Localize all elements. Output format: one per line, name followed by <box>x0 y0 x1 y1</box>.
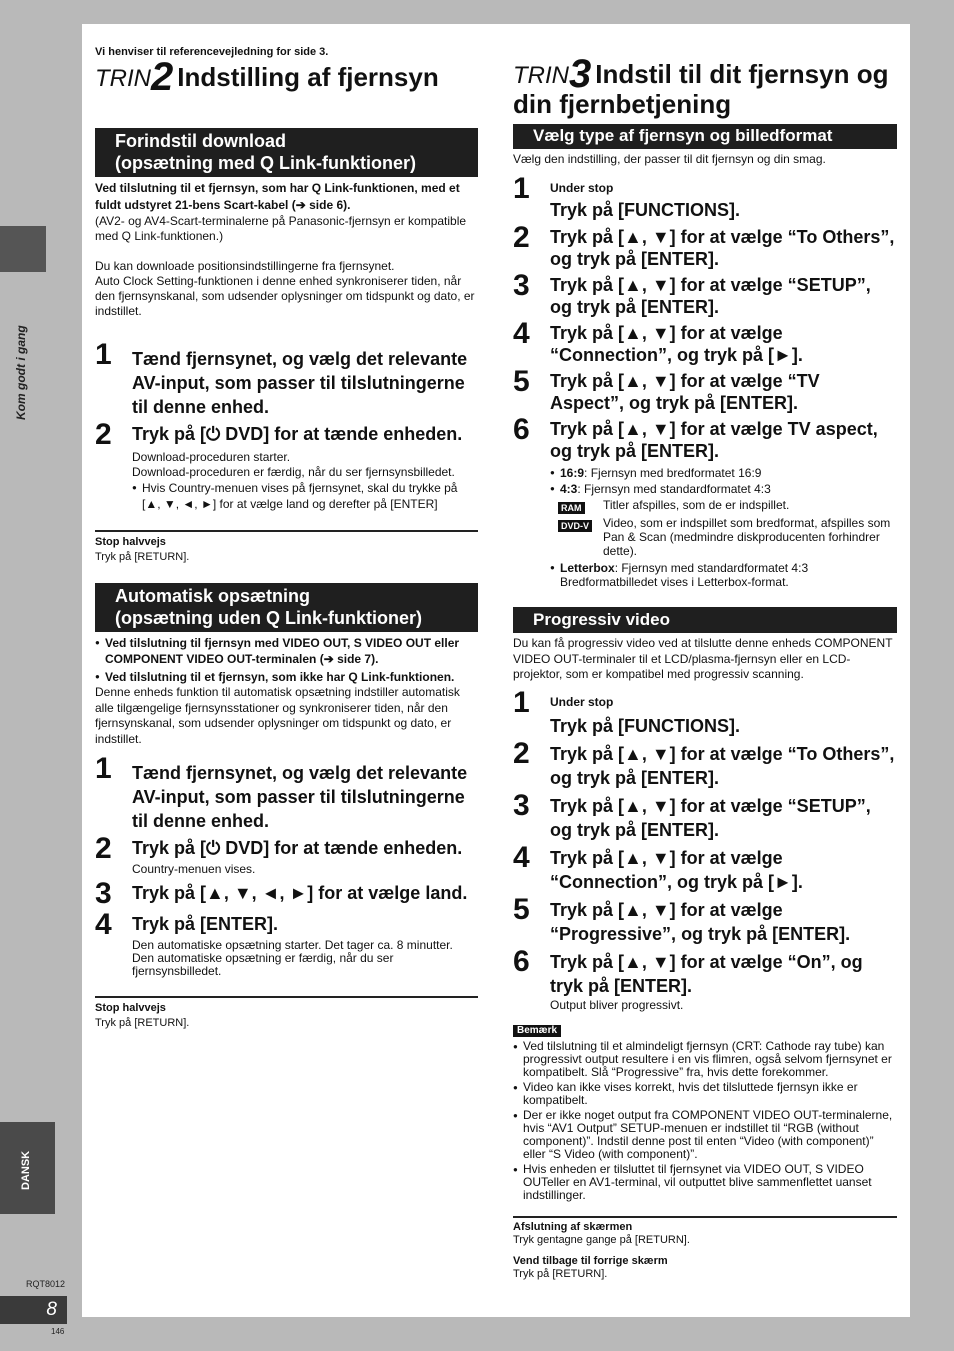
exit-screen-heading: Afslutning af skærmen <box>513 1220 633 1233</box>
note-item: ● Video kan ikke vises korrekt, hvis det tilsluttede fjernsyn ikke er kompatibelt. <box>513 1081 897 1107</box>
download-step-1: 1 Tænd fjernsynet, og vælg det relevante AV-input, som passer til tilslutningerne til denne enhed. <box>95 338 468 417</box>
language-tab: DANSK <box>0 1122 55 1214</box>
section-heading-download: Forindstil download (opsætning med Q Link-funktioner) <box>95 128 478 177</box>
back-screen-text: Tryk på [RETURN]. <box>513 1267 608 1280</box>
tv-step-4: 4 Tryk på [▲, ▼] for at vælge “Connection”, og tryk på [►]. <box>513 317 803 365</box>
back-screen-heading: Vend tilbage til forrige skærm <box>513 1254 668 1267</box>
page-number-box <box>0 1296 67 1324</box>
stop-text: Tryk på [RETURN]. <box>95 551 190 563</box>
page-sub-number: 146 <box>51 1327 65 1336</box>
note-tag: Bemærk <box>513 1025 561 1037</box>
section-tab-marker <box>0 226 46 272</box>
section-heading-auto-setup: Automatisk opsætning (opsætning uden Q Link-funktioner) <box>95 583 478 632</box>
tv-step-5: 5 Tryk på [▲, ▼] for at vælge “TV Aspect”, og tryk på [ENTER]. <box>513 365 820 413</box>
ram-tag: RAM <box>558 502 585 514</box>
step-title-3-line2: din fjernbetjening <box>513 89 732 119</box>
stop-text: Tryk på [RETURN]. <box>95 1017 190 1029</box>
tv-step-6: 6 Tryk på [▲, ▼] for at vælge TV aspect, og tryk på [ENTER]. <box>513 413 878 461</box>
dvdv-note: DVD-V Video, som er indspillet som bredformat, afspilles som Pan & Scan (medmindre diskproducenten forhindrer dette). <box>558 516 897 558</box>
aspect-option-169: ● 16:9: Fjernsyn med bredformatet 16:9 <box>550 466 897 480</box>
prog-step-5: 5 Tryk på [▲, ▼] for at vælge “Progressive”, og tryk på [ENTER]. <box>513 892 851 944</box>
qlink-connection-note: Ved tilslutning til et fjernsyn, som har Q Link-funktionen, med et fuldt udstyret 21-bens Scart-kabel (➔ side 6). <box>95 181 460 212</box>
prog-step-1: 1 Under stop Tryk på [FUNCTIONS]. <box>513 685 741 736</box>
tv-step-1: 1 Under stop Tryk på [FUNCTIONS]. <box>513 172 741 220</box>
dvdv-tag: DVD-V <box>558 520 592 532</box>
right-column <box>513 52 897 1281</box>
step-title-3: TRIN3 Indstil til dit fjernsyn og <box>513 52 889 96</box>
prog-step-2: 2 Tryk på [▲, ▼] for at vælge “To Others”, og tryk på [ENTER]. <box>513 736 895 788</box>
note-item: ● Hvis enheden er tilsluttet til fjernsynet via VIDEO OUT, S VIDEO OUTeller en AV1-terminal, vil outputtet blive sammenflettet uanset indstillinger. <box>513 1163 897 1202</box>
note-item: ● Der er ikke noget output fra COMPONENT VIDEO OUT-terminalerne, hvis “AV1 Output” SETUP-menuen er indstillet til “RGB (without component)”. Indstil denne post til enten “Video (with component)” eller “S Video (with component)”. <box>513 1109 897 1161</box>
side-section-label: Kom godt i gang <box>14 325 28 420</box>
auto-clock-intro: Auto Clock Setting-funktionen i denne enhed synkroniserer tiden, når den fjernsynskanal, som udsender oplysninger om tidspunkt og dato, er indstillet. <box>95 274 475 318</box>
left-column <box>95 46 478 1031</box>
scart-compat-note: (AV2- og AV4-Scart-terminalerne på Panasonic-fjernsyn er kompatible med Q Link-funktionen.) <box>95 214 467 243</box>
auto-step-3: 3 Tryk på [▲, ▼, ◄, ►] for at vælge land. <box>95 877 468 910</box>
aspect-option-letterbox: ● Letterbox: Fjernsyn med standardformatet 4:3 Bredformatbilledet vises i Letterbox-format. <box>550 561 897 589</box>
exit-screen-text: Tryk gentagne gange på [RETURN]. <box>513 1233 690 1246</box>
tv-step-3: 3 Tryk på [▲, ▼] for at vælge “SETUP”, og tryk på [ENTER]. <box>513 269 871 317</box>
progressive-intro: Du kan få progressiv video ved at tilslutte denne enheds COMPONENT VIDEO OUT-terminaler til et LCD/plasma-fjernsyn eller en LCD-projektor, som er kompatibel med progressiv scanning. <box>513 636 893 681</box>
tv-type-intro: Vælg den indstilling, der passer til dit fjernsyn og din smag. <box>513 152 826 166</box>
step-title-2: TRIN2 Indstilling af fjernsyn <box>95 55 439 99</box>
section-heading-progressive: Progressiv video <box>513 607 897 633</box>
prog-step-6: 6 Tryk på [▲, ▼] for at vælge “On”, og tryk på [ENTER]. Output bliver progressivt. <box>513 944 863 1012</box>
auto-step-4: 4 Tryk på [ENTER]. Den automatiske opsætning starter. Det tager ca. 8 minutter. Den automatiske opsætning er færdig, når du ser fjernsynsbilledet. <box>95 908 453 978</box>
auto-setup-bullet-1: ● Ved tilslutning til fjernsyn med VIDEO OUT, S VIDEO OUT eller COMPONENT VIDEO OUT-terminalen (➔ side 7). <box>95 635 478 667</box>
prog-step-4: 4 Tryk på [▲, ▼] for at vælge “Connection”, og tryk på [►]. <box>513 840 803 892</box>
tv-step-2: 2 Tryk på [▲, ▼] for at vælge “To Others”, og tryk på [ENTER]. <box>513 221 895 269</box>
auto-setup-intro: Denne enheds funktion til automatisk opsætning indstiller automatisk alle tilgængelige fjernsynsstationer og synkroniserer tiden, når den fjernsynskanal, som udsender oplysninger om tidspunkt og dato, er indstillet. <box>95 685 460 746</box>
aspect-option-43: ● 4:3: Fjernsyn med standardformatet 4:3 <box>550 482 897 496</box>
notes-list <box>513 1040 897 1202</box>
auto-setup-bullet-2: ● Ved tilslutning til et fjernsyn, som ikke har Q Link-funktionen. <box>95 669 478 685</box>
auto-step-2: 2 Tryk på [⏻ DVD] for at tænde enheden. Country-menuen vises. <box>95 832 463 876</box>
ram-note: RAM Titler afspilles, som de er indspillet. <box>558 498 897 516</box>
page-number: 8 <box>46 1299 57 1320</box>
doc-code: RQT8012 <box>26 1279 66 1289</box>
download-intro: Du kan downloade positionsindstillingerne fra fjernsynet. <box>95 259 395 273</box>
section-heading-tv-type: Vælg type af fjernsyn og billedformat <box>513 124 897 149</box>
reference-note: Vi henviser til referencevejledning for side 3. <box>95 46 329 58</box>
stop-heading: Stop halvvejs <box>95 1002 166 1014</box>
auto-step-1: 1 Tænd fjernsynet, og vælg det relevante AV-input, som passer til tilslutningerne til denne enhed. <box>95 752 468 831</box>
download-step-2: 2 Tryk på [⏻ DVD] for at tænde enheden. Download-proceduren starter. Download-proceduren er færdig, når du ser fjernsynsbilledet. ● Hvis Country-menuen vises på fjernsynet, skal du trykke på [▲, ▼, ◄, ►] for at vælge land og derefter på [ENTER] <box>95 423 478 512</box>
note-item: ● Ved tilslutning til et almindeligt fjernsyn (CRT: Cathode ray tube) kan progressivt output resultere i en vis flimren, også selvom fjernsynet er kompatibelt. Slå “Progressive” fra, hvis dette forekommer. <box>513 1040 897 1079</box>
prog-step-3: 3 Tryk på [▲, ▼] for at vælge “SETUP”, og tryk på [ENTER]. <box>513 788 871 840</box>
stop-heading: Stop halvvejs <box>95 536 166 548</box>
